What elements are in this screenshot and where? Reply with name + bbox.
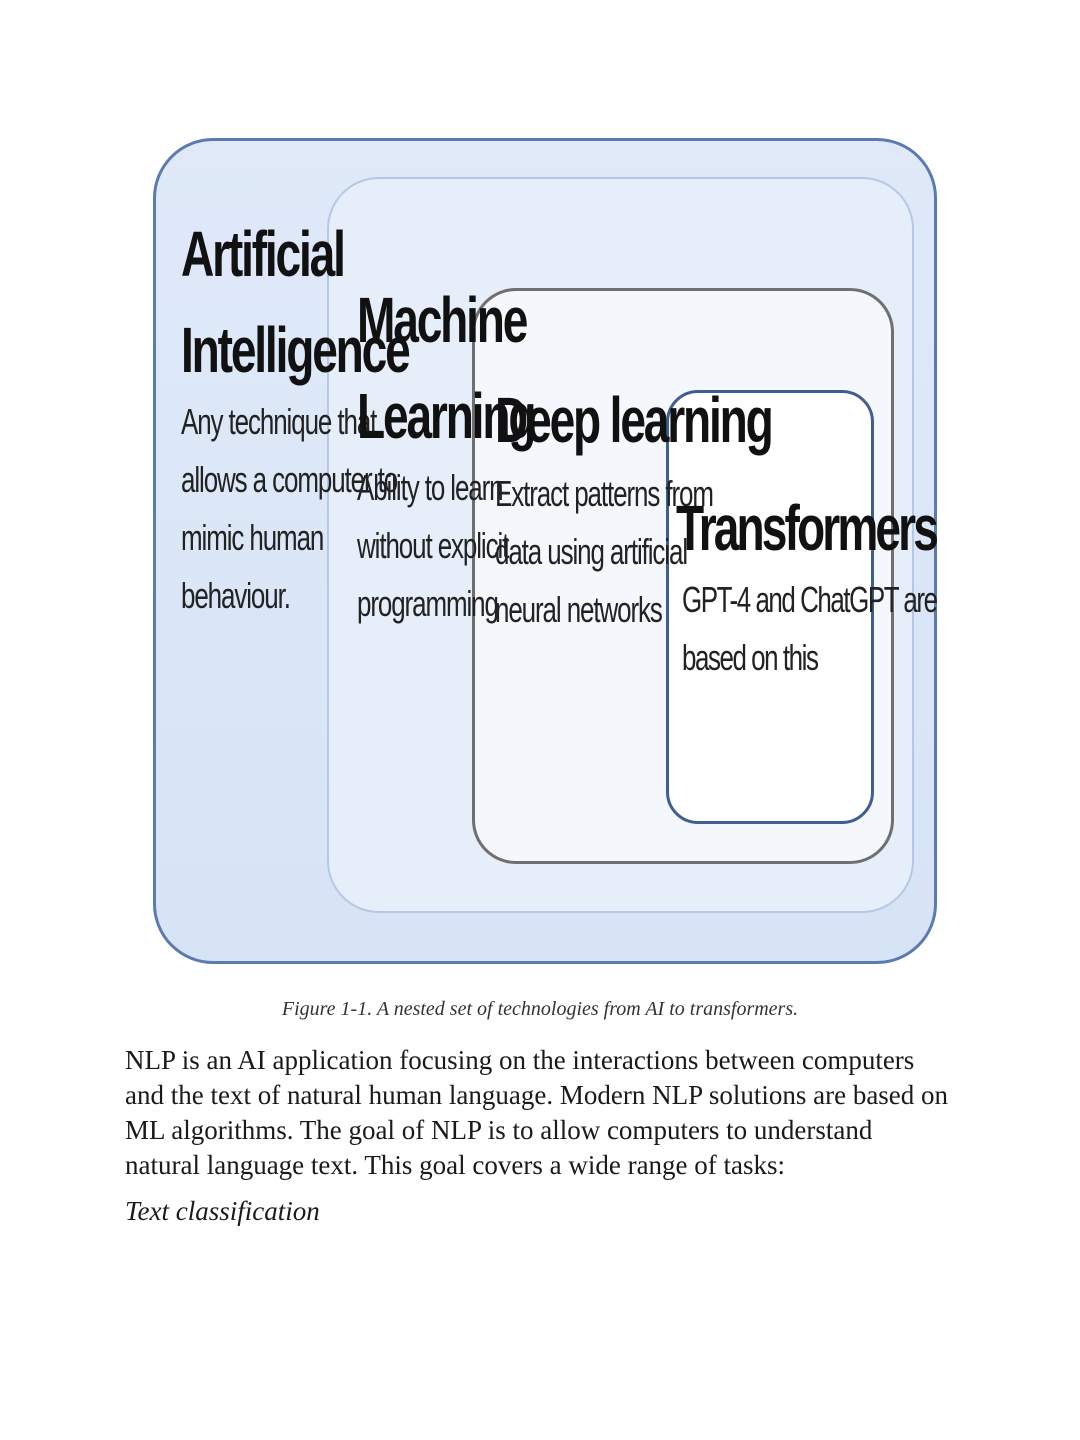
dl-title: Deep learning xyxy=(495,384,772,456)
paragraph-line: and the text of natural human language. Modern NLP solutions are based on xyxy=(125,1080,949,1110)
ai-title-line1: Artificial xyxy=(181,218,344,290)
ai-desc-line1: Any technique that xyxy=(181,401,377,442)
ml-desc-line2: without explicit xyxy=(357,525,509,566)
tf-desc-line2: based on this xyxy=(682,637,818,678)
ml-title-line1: Machine xyxy=(357,284,527,356)
ai-title-line2: Intelligence xyxy=(181,314,409,386)
dl-desc-line2: data using artificial xyxy=(495,531,688,572)
paragraph-line: ML algorithms. The goal of NLP is to allow computers to understand xyxy=(125,1115,873,1145)
figure-caption: Figure 1-1. A nested set of technologies from AI to transformers. xyxy=(281,998,799,1020)
ml-title-line2: Learning xyxy=(357,380,535,452)
ai-desc-line3: mimic human xyxy=(181,517,324,558)
paragraph-line: NLP is an AI application focusing on the interactions between computers xyxy=(125,1045,915,1075)
body-paragraph xyxy=(125,1043,985,1183)
ml-desc-line1: Ability to learn xyxy=(357,467,503,508)
ml-desc-line3: programming xyxy=(357,583,498,624)
dl-desc-line1: Extract patterns from xyxy=(495,473,713,514)
ai-desc-line4: behaviour. xyxy=(181,575,290,616)
tf-title: Transformers xyxy=(676,492,936,564)
tf-desc-line1: GPT-4 and ChatGPT are xyxy=(682,579,937,620)
dl-desc-line3: neural networks xyxy=(495,589,662,630)
ai-desc-line2: allows a computer to xyxy=(181,459,398,500)
subheading-text-classification: Text classification xyxy=(125,1196,320,1226)
paragraph-line: natural language text. This goal covers a wide range of tasks: xyxy=(125,1150,786,1180)
